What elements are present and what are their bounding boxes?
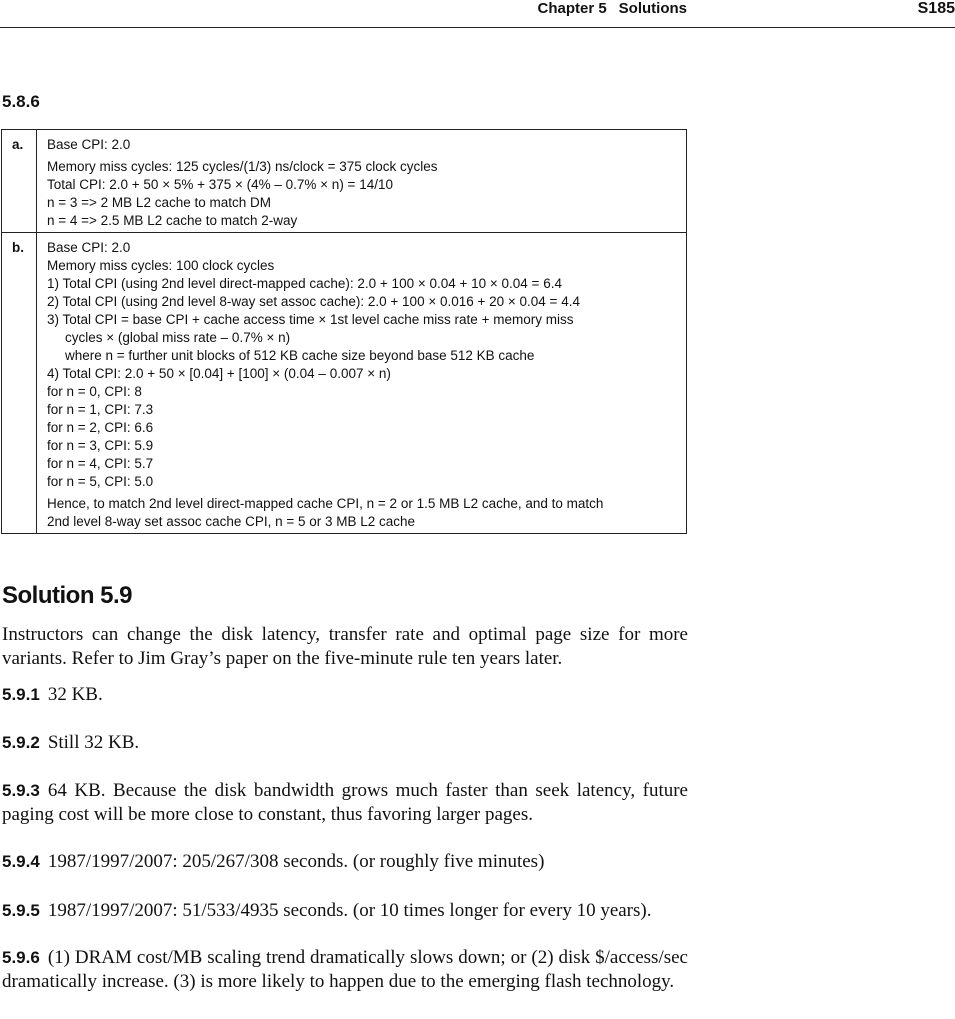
- text-line: for n = 1, CPI: 7.3: [47, 402, 154, 417]
- row-body: [37, 233, 687, 534]
- text-line: 3) Total CPI = base CPI + cache access time × 1st level cache miss rate + memory miss: [47, 312, 574, 327]
- solution-title: Solution 5.9: [2, 582, 133, 609]
- row-label: a.: [2, 130, 37, 233]
- chapter-number: Chapter 5: [537, 0, 607, 17]
- solution-intro: Instructors can change the disk latency, transfer rate and optimal page size for more variants. Refer to Jim Gray’s paper on the five-minute rule ten years later.: [2, 624, 688, 669]
- text-line: for n = 3, CPI: 5.9: [47, 438, 154, 453]
- page-number: S185: [917, 0, 955, 17]
- text-line: Total CPI: 2.0 + 50 × 5% + 375 × (4% – 0.7% × n) = 14/10: [47, 177, 393, 192]
- solution-item: [2, 946, 688, 994]
- text-line: for n = 0, CPI: 8: [47, 384, 142, 399]
- text-line: Base CPI: 2.0: [47, 240, 131, 255]
- item-text: 1987/1997/2007: 205/267/308 seconds. (or roughly five minutes): [47, 851, 545, 872]
- item-number: 5.9.6: [2, 948, 40, 967]
- text-line: for n = 5, CPI: 5.0: [47, 474, 154, 489]
- text-line: n = 4 => 2.5 MB L2 cache to match 2-way: [47, 213, 298, 228]
- text-line: n = 3 => 2 MB L2 cache to match DM: [47, 195, 271, 210]
- solution-item: [2, 850, 688, 874]
- text-line: Memory miss cycles: 100 clock cycles: [47, 258, 275, 273]
- section-heading-5-8-6: 5.8.6: [2, 92, 40, 111]
- row-body: [37, 130, 687, 233]
- solution-item: [2, 779, 688, 827]
- item-number: 5.9.1: [2, 685, 40, 704]
- text-line: 2nd level 8-way set assoc cache CPI, n = 5 or 3 MB L2 cache: [47, 514, 416, 529]
- item-text: 32 KB.: [47, 684, 103, 705]
- item-text: Still 32 KB.: [47, 732, 140, 753]
- text-line: Hence, to match 2nd level direct-mapped cache CPI, n = 2 or 1.5 MB L2 cache, and to match: [47, 496, 604, 511]
- text-line: Memory miss cycles: 125 cycles/(1/3) ns/clock = 375 clock cycles: [47, 159, 438, 174]
- item-number: 5.9.4: [2, 852, 40, 871]
- item-number: 5.9.2: [2, 733, 40, 752]
- text-line: 2) Total CPI (using 2nd level 8-way set assoc cache): 2.0 + 100 × 0.016 + 20 × 0.04 = 4.4: [47, 294, 580, 309]
- chapter-title: Solutions: [618, 0, 687, 17]
- table-row: [2, 233, 687, 534]
- row-label: b.: [2, 233, 37, 534]
- text-line: 1) Total CPI (using 2nd level direct-mapped cache): 2.0 + 100 × 0.04 + 10 × 0.04 = 6.4: [47, 276, 562, 291]
- text-line: where n = further unit blocks of 512 KB cache size beyond base 512 KB cache: [65, 348, 535, 363]
- solution-item: [2, 683, 688, 707]
- text-line: Base CPI: 2.0: [47, 137, 131, 152]
- solution-item: [2, 731, 688, 755]
- item-text: (1) DRAM cost/MB scaling trend dramatically slows down; or (2) disk $/access/sec dramatically increase. (3) is more likely to happen due to the emerging flash technology.: [2, 947, 688, 992]
- solution-item: [2, 899, 688, 923]
- solution-table-5-8-6: [1, 129, 687, 534]
- running-header: [0, 0, 955, 28]
- item-text: 1987/1997/2007: 51/533/4935 seconds. (or 10 times longer for every 10 years).: [47, 900, 652, 921]
- text-line: cycles × (global miss rate – 0.7% × n): [65, 330, 291, 345]
- item-text: 64 KB. Because the disk bandwidth grows much faster than seek latency, future paging cost will be more close to constant, thus favoring larger pages.: [2, 780, 688, 825]
- table-row: [2, 130, 687, 233]
- text-line: for n = 4, CPI: 5.7: [47, 456, 154, 471]
- item-number: 5.9.5: [2, 901, 40, 920]
- text-line: 4) Total CPI: 2.0 + 50 × [0.04] + [100] × (0.04 – 0.007 × n): [47, 366, 391, 381]
- header-chapter: [537, 0, 687, 17]
- text-line: for n = 2, CPI: 6.6: [47, 420, 154, 435]
- item-number: 5.9.3: [2, 781, 40, 800]
